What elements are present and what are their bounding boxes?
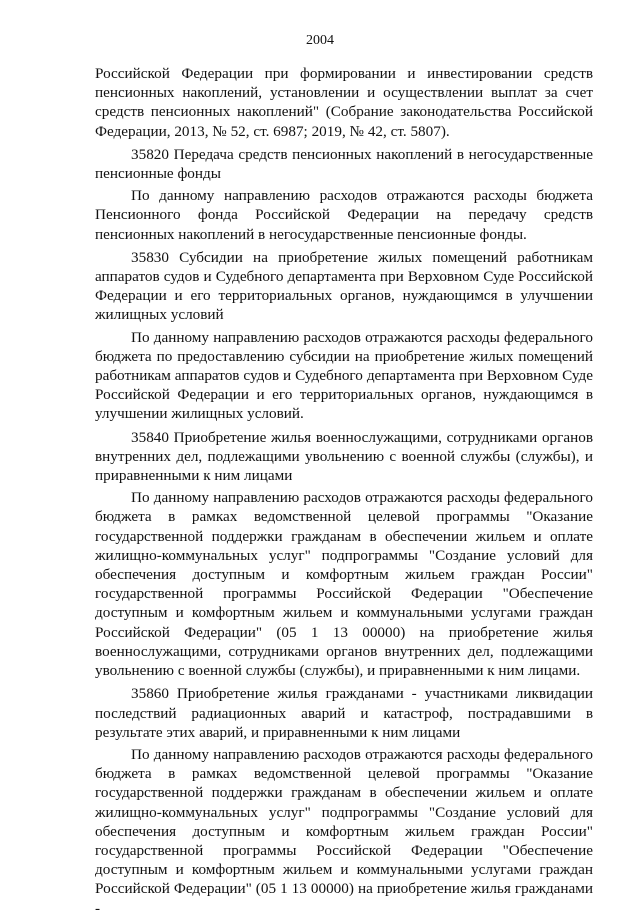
paragraph-35830-description: По данному направлению расходов отражаются расходы федерального бюджета по предоставлению субсидии на приобретение жилых помещений работникам аппаратов судов и Судебного департамента при Верховном Суде Российской Федерации и его территориальных органов, нуждающимся в улучшении жилищных условий.	[95, 328, 593, 423]
section-heading-35840: 35840 Приобретение жилья военнослужащими, сотрудниками органов внутренних дел, подлежащими увольнению с военной службы (службы), и приравненными к ним лицами	[95, 428, 593, 485]
section-heading-35820: 35820 Передача средств пенсионных накоплений в негосударственные пенсионные фонды	[95, 145, 593, 183]
paragraph-continuation: Российской Федерации при формировании и инвестировании средств пенсионных накоплений, установлении и осуществлении выплат за счет средств пенсионных накоплений" (Собрание законодательства Российской Федерации, 2013, № 52, ст. 6987; 2019, № 42, ст. 5807).	[95, 65, 593, 140]
document-body	[95, 64, 593, 918]
section-heading-35860: 35860 Приобретение жилья гражданами - участниками ликвидации последствий радиационных аварий и катастроф, пострадавшими в результате этих аварий, и приравненными к ним лицами	[95, 685, 593, 741]
paragraph-35820-description: По данному направлению расходов отражаются расходы бюджета Пенсионного фонда Российской Федерации на передачу средств пенсионных накоплений в негосударственные пенсионные фонды.	[95, 187, 593, 243]
paragraph-35840-description: По данному направлению расходов отражаются расходы федерального бюджета в рамках ведомственной целевой программы "Оказание государственной поддержки гражданам в обеспечении жильем и оплате жилищно-коммунальных услуг" подпрограммы "Создание условий для обеспечения доступным и комфортным жильем граждан России" государственной программы Российской Федерации "Обеспечение доступным и комфортным жильем и коммунальными услугами граждан Российской Федерации" (05 1 13 00000) на приобретение жилья военнослужащими, сотрудниками органов внутренних дел, подлежащими увольнению с военной службы (службы), и приравненными к ним лицами.	[95, 489, 593, 680]
page-number: 2004	[306, 33, 334, 48]
section-heading-35830: 35830 Субсидии на приобретение жилых помещений работникам аппаратов судов и Судебного департамента при Верховном Суде Российской Федерации и его территориальных органов, нуждающимся в улучшении жилищных условий	[95, 248, 593, 324]
paragraph-35860-description: По данному направлению расходов отражаются расходы федерального бюджета в рамках ведомственной целевой программы "Оказание государственной поддержки гражданам в обеспечении жильем и оплате жилищно-коммунальных услуг" подпрограммы "Создание условий для обеспечения доступным и комфортным жильем граждан России" государственной программы Российской Федерации "Обеспечение доступным и комфортным жильем и коммунальными услугами граждан Российской Федерации" (05 1 13 00000) на приобретение жилья гражданами -	[95, 745, 593, 917]
